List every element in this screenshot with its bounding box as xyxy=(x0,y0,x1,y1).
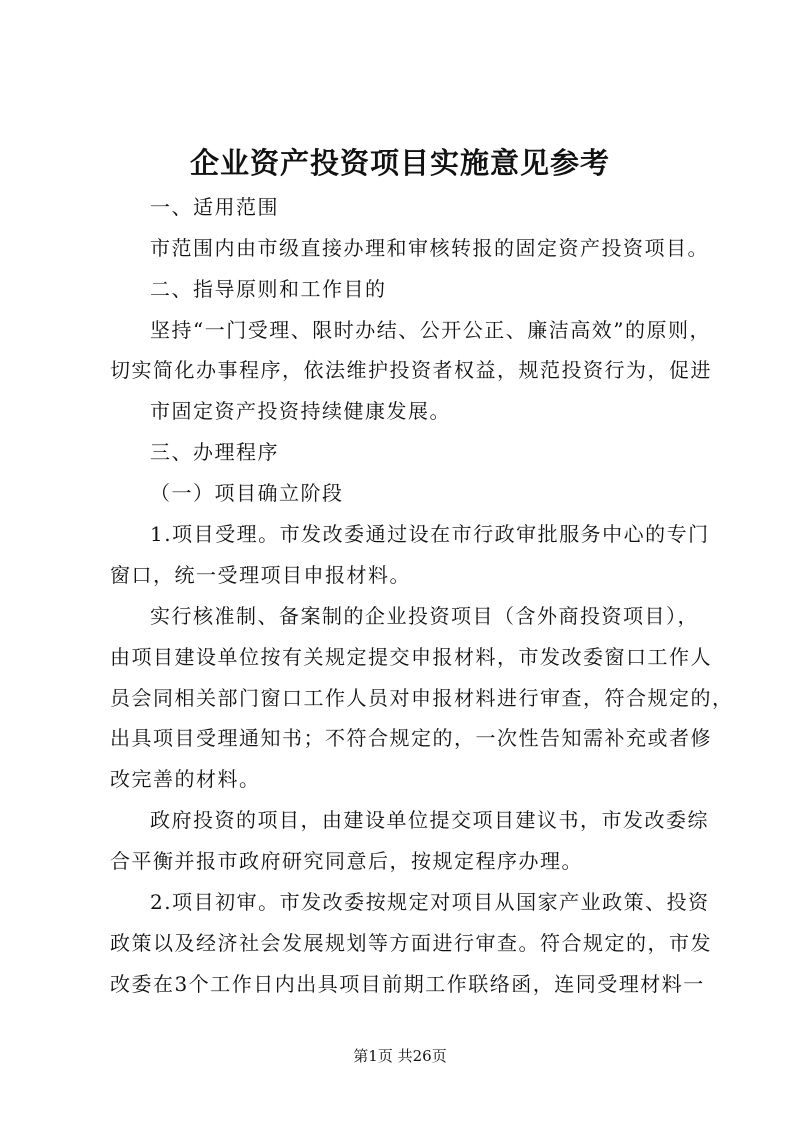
paragraph-line: 2.项目初审。市发改委按规定对项目从国家产业政策、投资 xyxy=(150,890,710,914)
paragraph-line: 合平衡并报市政府研究同意后，按规定程序办理。 xyxy=(110,849,583,873)
section-heading: 三、办理程序 xyxy=(150,440,279,464)
paragraph-line: 改委在3个工作日内出具项目前期工作联络函，连同受理材料一 xyxy=(110,972,705,996)
paragraph-line: 市范围内由市级直接办理和审核转报的固定资产投资项目。 xyxy=(150,236,709,260)
page-number: 第1页 共26页 xyxy=(353,1047,447,1065)
section-heading: 二、指导原则和工作目的 xyxy=(150,277,387,301)
paragraph-line: 市固定资产投资持续健康发展。 xyxy=(150,399,451,423)
paragraph-line: 切实简化办事程序，依法维护投资者权益，规范投资行为，促进 xyxy=(110,358,712,382)
subsection-heading: （一）项目确立阶段 xyxy=(150,481,344,505)
paragraph-line: 窗口，统一受理项目申报材料。 xyxy=(110,563,411,587)
document-title: 企业资产投资项目实施意见参考 xyxy=(189,146,610,180)
paragraph-line: 政策以及经济社会发展规划等方面进行审查。符合规定的，市发 xyxy=(110,931,712,955)
paragraph-line: 坚持“一门受理、限时办结、公开公正、廉洁高效”的原则， xyxy=(150,318,711,342)
section-heading: 一、适用范围 xyxy=(150,195,279,219)
paragraph-line: 实行核准制、备案制的企业投资项目（含外商投资项目）， xyxy=(150,604,699,628)
paragraph-line: 员会同相关部门窗口工作人员对申报材料进行审查，符合规定的， xyxy=(110,686,734,710)
paragraph-line: 1.项目受理。市发改委通过设在市行政审批服务中心的专门 xyxy=(150,522,710,546)
paragraph-line: 出具项目受理通知书；不符合规定的，一次性告知需补充或者修 xyxy=(110,726,712,750)
paragraph-line: 由项目建设单位按有关规定提交申报材料，市发改委窗口工作人 xyxy=(110,645,712,669)
paragraph-line: 政府投资的项目，由建设单位提交项目建议书，市发改委综 xyxy=(150,808,709,832)
paragraph-line: 改完善的材料。 xyxy=(110,767,261,791)
